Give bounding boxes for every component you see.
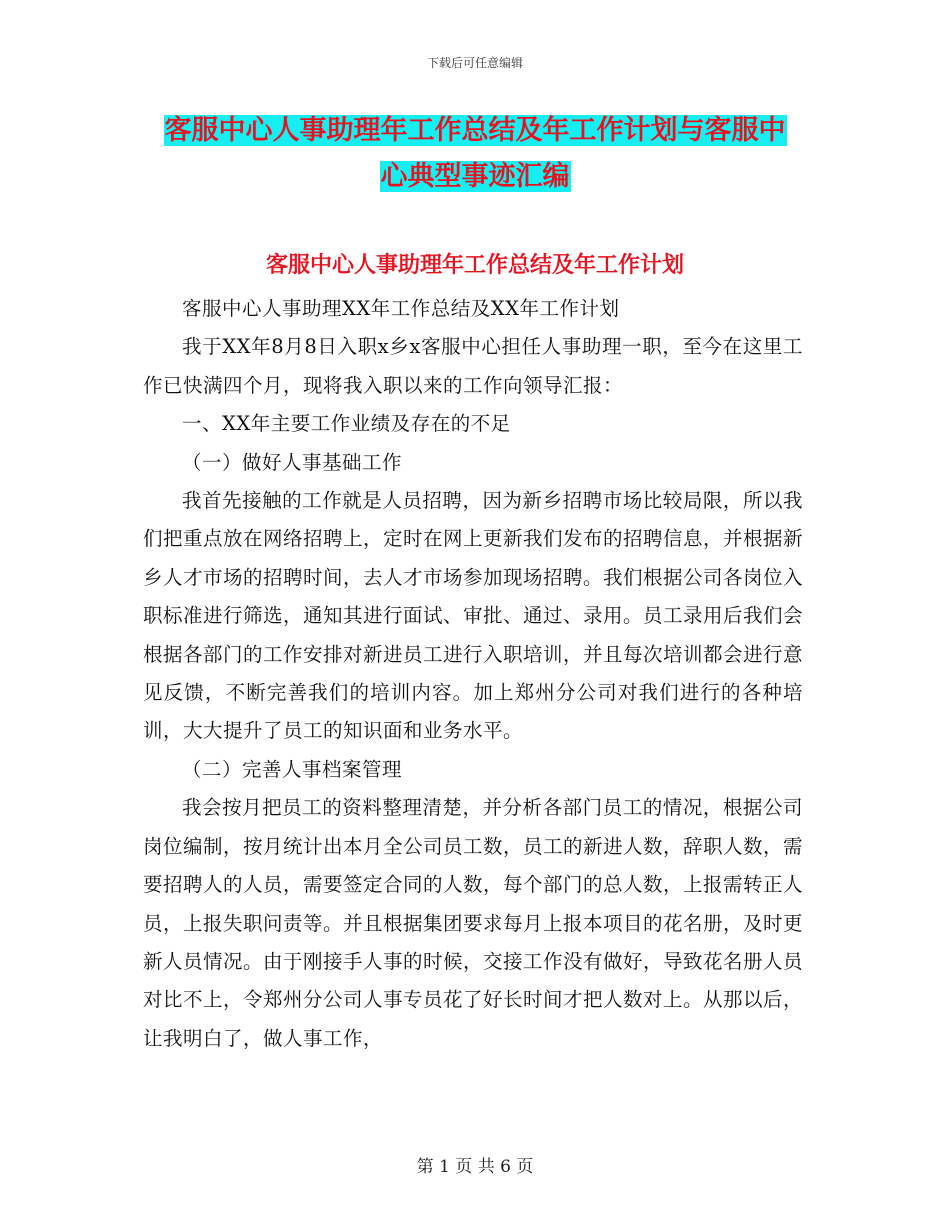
heading-hr-basics: （一）做好人事基础工作: [182, 450, 403, 474]
heading-achievements: 一、XX年主要工作业绩及存在的不足: [182, 412, 511, 436]
main-title: [0, 108, 950, 200]
main-title-line-2: 心典型事迹汇编: [380, 161, 570, 192]
header-note: 下载后可任意编辑: [426, 56, 523, 70]
page-footer: 第 1 页 共 6 页: [416, 1157, 534, 1177]
paragraph-subtitle: 客服中心人事助理XX年工作总结及XX年工作计划: [182, 297, 620, 320]
paragraph-recruitment: 我首先接触的工作就是人员招聘，因为新乡招聘市场比较局限，所以我们把重点放在网络招聘上，定时在网上更新我们发布的招聘信息，并根据新乡人才市场的招聘时间，去人才市场参加现场招聘。我们根据公司各岗位入职标准进行筛选，通知其进行面试、审批、通过、录用。员工录用后我们会根据各部门的工作安排对新进员工进行入职培训，并且每次培训都会进行意见反馈，不断完善我们的培训内容。加上郑州分公司对我们进行的各种培训，大大提升了员工的知识面和业务水平。: [143, 489, 804, 743]
main-title-line-1: 客服中心人事助理年工作总结及年工作计划与客服中: [164, 115, 786, 146]
heading-archive-management: （二）完善人事档案管理: [182, 757, 403, 781]
section-title: 客服中心人事助理年工作总结及年工作计划: [265, 253, 684, 278]
paragraph-intro: 我于XX年8月8日入职x乡x客服中心担任人事助理一职，至今在这里工作已快满四个月，现将我入职以来的工作向领导汇报：: [143, 335, 803, 397]
paragraph-archive: 我会按月把员工的资料整理清楚，并分析各部门员工的情况，根据公司岗位编制，按月统计出本月全公司员工数，员工的新进人数，辞职人数，需要招聘人的人员，需要签定合同的人数，每个部门的总人数，上报需转正人员，上报失职问责等。并且根据集团要求每月上报本项目的花名册，及时更新人员情况。由于刚接手人事的时候，交接工作没有做好，导致花名册人员对比不上，令郑州分公司人事专员花了好长时间才把人数对上。从那以后，让我明白了，做人事工作，: [143, 796, 804, 1050]
document-body: [143, 290, 803, 1058]
